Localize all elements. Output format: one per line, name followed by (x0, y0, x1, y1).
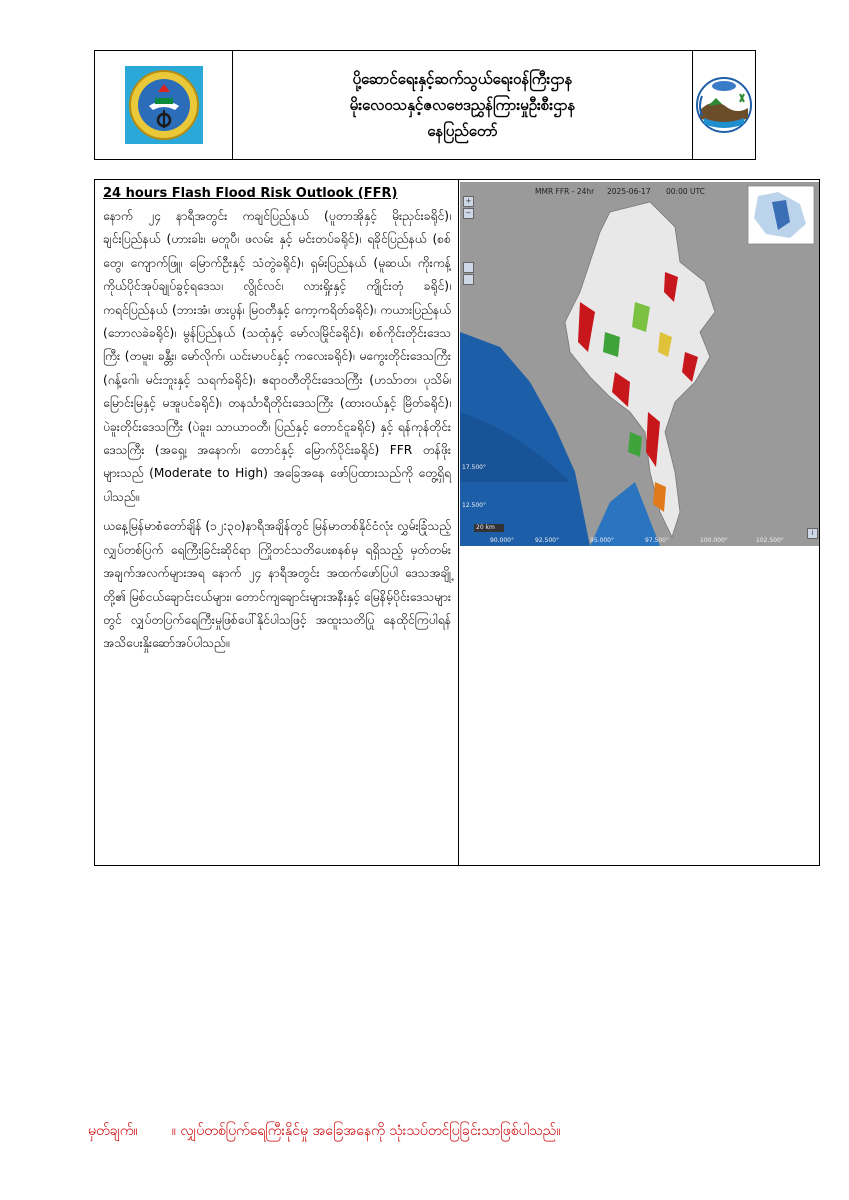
lon-label-5: 100.000° (700, 537, 728, 544)
ministry-name: ပို့ဆောင်ရေးနှင့်ဆက်သွယ်ရေးဝန်ကြီးဌာန (352, 70, 573, 88)
risk-areas-paragraph: နောက် ၂၄ နာရီအတွင်း ကချင်ပြည်နယ် (ပူတာအိုနှင့် မိုးညှင်းခရိုင်)၊ ချင်းပြည်နယ် (ဟားခါး၊ မတူပီ၊ ဖလမ်း နှင့် မင်းတပ်ခရိုင်)၊ ရခိုင်ပြည်နယ် (စစ်တွေ၊ ကျောက်ဖြူ၊ မြောက်ဦးနှင့် သံတွဲခရိုင်)၊ ရှမ်းပြည်နယ် (မူဆယ်၊ ကိုးကန့် ကိုယ်ပိုင်အုပ်ချုပ်ခွင့်ရဒေသ၊ လွိုင်လင်၊ လားရှိုးနှင့် ကျိုင်းတုံ ခရိုင်)၊ ကရင်ပြည်နယ် (ဘားအံ၊ ဖားပွန်၊ မြဝတီနှင့် ကော့ကရိတ်ခရိုင်)၊ ကယားပြည်နယ် (ဘောလခဲခရိုင်)၊ မွန်ပြည်နယ် (သထုံနှင့် မော်လမြိုင်ခရိုင်)၊ စစ်ကိုင်းတိုင်းဒေသကြီး (တမူး၊ ခန္တီး၊ မော်လိုက်၊ ယင်းမာပင်နှင့် ကလေးခရိုင်)၊ မကွေးတိုင်းဒေသကြီး (ဂန့်ဂေါ၊ မင်းဘူးနှင့် သရက်ခရိုင်)၊ ဧရာဝတီတိုင်းဒေသကြီး (ဟသ်ာတ၊ ပုသိမ်၊ မြောင်းမြနှင့် မအူပင်ခရိုင်)၊ တနင်္သာရီတိုင်းဒေသကြီး (ထားဝယ်နှင့် မြိတ်ခရိုင်)၊ ပဲခူးတိုင်းဒေသကြီး (ပဲခူး၊ သာယာဝတီ၊ ပြည်နှင့် တောင်ငူခရိုင်) နှင့် ရန်ကုန်တိုင်းဒေသကြီး (အရှေ့၊ အနောက်၊ တောင်နှင့် မြောက်ပိုင်းခရိုင်) FFR တန်ဖိုးများသည် (Moderate to High) အခြေအနေ ဖော်ပြထားသည်ကို တွေ့ရှိရပါသည်။ (103, 209, 451, 504)
map-time: 00:00 UTC (666, 187, 705, 196)
footer-text: ။ လျှပ်တစ်ပြက်ရေကြီးနိုင်မှု အခြေအနေကို သုံးသပ်တင်ပြခြင်းသာဖြစ်ပါသည်။ (171, 1123, 561, 1139)
department-title (233, 51, 693, 159)
map-tool-button-2[interactable] (463, 274, 474, 285)
map-title: MMR FFR - 24hr (535, 187, 595, 196)
hydrology-logo-cell (693, 51, 755, 159)
zoom-in-button[interactable]: + (463, 196, 474, 207)
letterhead (94, 50, 756, 160)
ministry-logo-cell (95, 51, 233, 159)
map-cell (459, 180, 819, 865)
lon-label-4: 97.500° (645, 537, 669, 544)
info-button[interactable]: i (807, 528, 818, 539)
lon-label-2: 92.500° (535, 537, 559, 544)
map-date: 2025-06-17 (607, 187, 651, 196)
outlook-table (94, 179, 820, 866)
location-name: နေပြည်တော် (427, 122, 498, 140)
outlook-heading: 24 hours Flash Flood Risk Outlook (FFR) (103, 186, 398, 201)
footer-label: မှတ်ချက်။ (88, 1123, 138, 1139)
ffr-map[interactable] (460, 182, 819, 546)
lat-label-2: 12.500° (462, 502, 486, 509)
water-cycle-logo-icon (694, 74, 754, 136)
ffr-map-image (460, 182, 819, 546)
lon-label-6: 102.500° (756, 537, 784, 544)
advisory-paragraph: ယနေ့မြန်မာစံတော်ချိန် (၁၂:၃၀)နာရီအချိန်တွင် မြန်မာတစ်နိုင်ငံလုံး လွှမ်းခြုံသည့် လျှပ်တစ်ပြက် ရေကြီးခြင်းဆိုင်ရာ ကြိုတင်သတိပေးစနစ်မှ ရရှိသည့် မှတ်တမ်းအချက်အလက်များအရ နောက် ၂၄ နာရီအတွင်း အထက်ဖော်ပြပါ ဒေသအချို့တို့၏ မြစ်ငယ်ချောင်းငယ်များ၊ တောင်ကျချောင်းများအနီးနှင့် မြေနိမ့်ပိုင်းဒေသများတွင် လျှပ်တပြက်ရေကြီးမှုဖြစ်ပေါ်နိုင်ပါသဖြင့် အထူးသတိပြု နေထိုင်ကြပါရန် အသိပေးနှိုးဆော်အပ်ပါသည်။ (103, 519, 451, 651)
lat-label-1: 17.500° (462, 464, 486, 471)
scale-label: 20 km (476, 524, 495, 531)
zoom-out-button[interactable]: − (463, 208, 474, 219)
outlook-text-cell (95, 180, 459, 865)
map-tool-button[interactable] (463, 262, 474, 273)
lon-label-3: 95.000° (590, 537, 614, 544)
lon-label-1: 90.000° (490, 537, 514, 544)
ministry-emblem-icon (125, 66, 203, 144)
footer-note (88, 1121, 560, 1142)
department-name: မိုးလေဝသနှင့်ဇလဗေဒညွှန်ကြားမှုဦးစီးဌာန (349, 96, 576, 114)
